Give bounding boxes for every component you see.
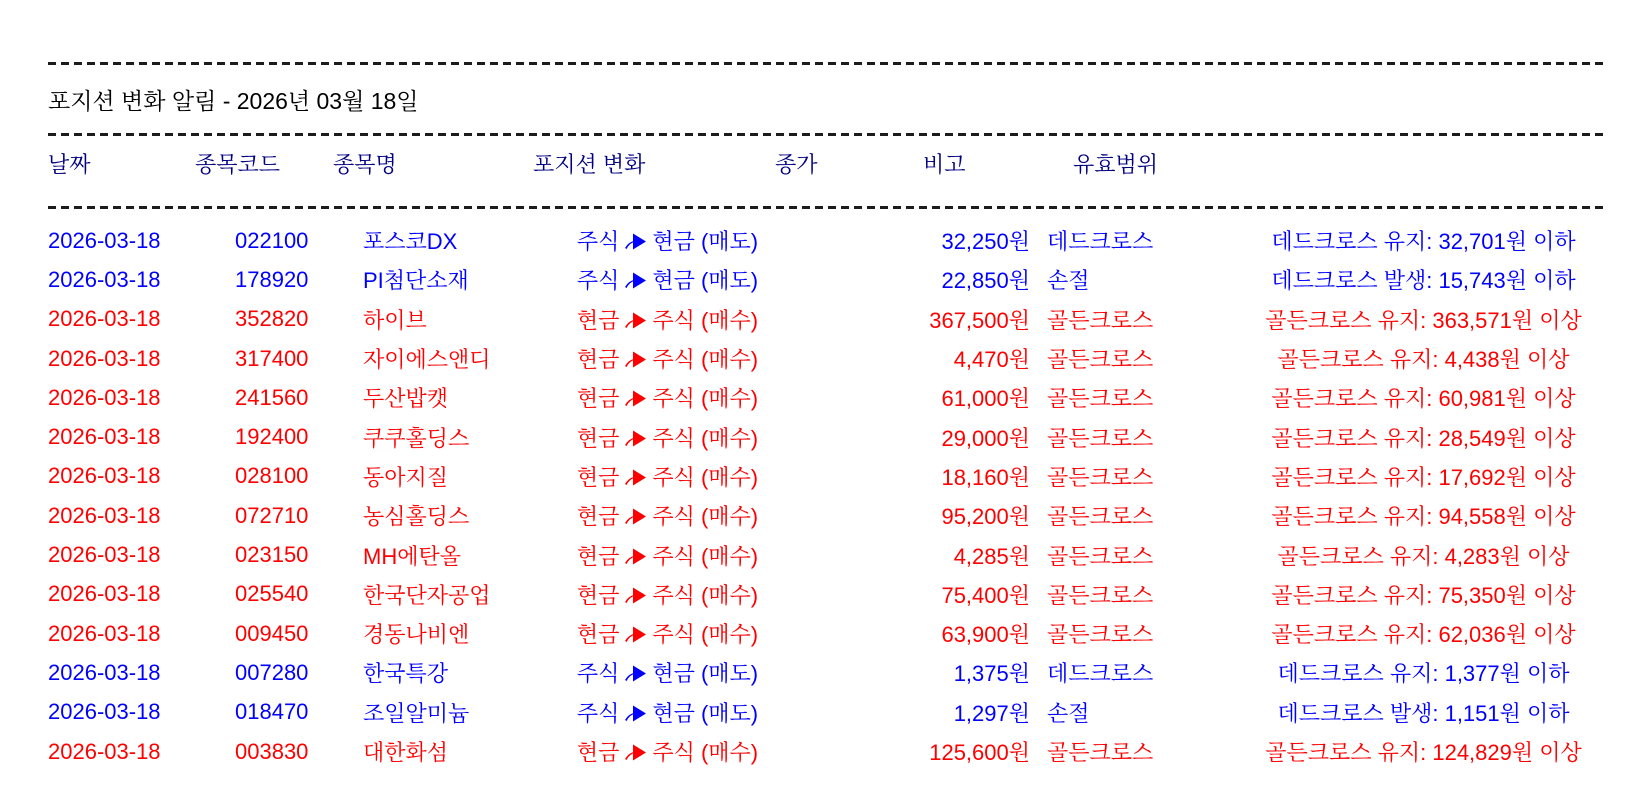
table-row [0,693,1640,732]
stock-name-cell: 자이에스앤디 [363,347,491,373]
arrow-right-icon [624,664,647,683]
closing-price-cell: 367,500원 [929,307,1030,333]
closing-price-cell: 4,470원 [953,347,1030,373]
table-row [0,260,1640,299]
date-cell: 2026-03-18 [48,424,161,450]
date-cell: 2026-03-18 [48,659,161,685]
position-change-cell [545,736,790,767]
position-change-cell [545,697,790,728]
valid-range-cell: 골든크로스 유지: 28,549원 이상 [1271,425,1576,451]
arrow-right-icon [624,743,647,762]
closing-price-cell: 32,250원 [941,229,1030,255]
closing-price-cell: 61,000원 [941,386,1030,412]
stock-code-cell: 009450 [235,620,309,646]
position-from-label: 현금 [576,582,620,608]
position-change-cell [545,225,790,256]
position-change-cell [545,579,790,610]
date-cell: 2026-03-18 [48,227,161,253]
divider-under-title [48,133,1604,136]
date-cell: 2026-03-18 [48,620,161,646]
closing-price-cell: 22,850원 [941,268,1030,294]
stock-name-cell: MH에탄올 [363,543,461,569]
position-change-cell [545,657,790,688]
stock-name-cell: 농심홀딩스 [363,504,470,530]
note-cell: 골든크로스 [1047,464,1154,490]
table-row [0,378,1640,417]
valid-range-cell: 골든크로스 유지: 363,571원 이상 [1265,307,1582,333]
note-cell: 골든크로스 [1047,740,1154,765]
stock-code-cell: 022100 [235,227,309,253]
position-from-label: 현금 [576,307,620,333]
stock-name-cell: 경동나비엔 [363,622,470,648]
position-change-cell [545,304,790,335]
arrow-right-icon [624,507,647,526]
column-header-position: 포지션 변화 [533,152,646,177]
note-cell: 골든크로스 [1047,425,1154,451]
note-cell: 골든크로스 [1047,543,1154,569]
position-change-cell [545,264,790,295]
note-cell: 데드크로스 [1047,661,1154,687]
closing-price-cell: 18,160원 [941,464,1030,490]
table-row [0,575,1640,614]
table-row [0,496,1640,535]
position-change-cell [545,382,790,413]
valid-range-cell: 골든크로스 유지: 62,036원 이상 [1271,622,1576,648]
date-cell: 2026-03-18 [48,542,161,568]
closing-price-cell: 125,600원 [929,740,1030,765]
position-change-cell [545,500,790,531]
column-header-note: 비고 [923,152,966,177]
page-title: 포지션 변화 알림 - 2026년 03월 18일 [48,88,419,114]
note-cell: 손절 [1047,700,1090,726]
note-cell: 골든크로스 [1047,386,1154,412]
arrow-right-icon [624,232,647,251]
position-from-label: 현금 [576,425,620,451]
table-body [0,221,1640,771]
position-to-label: 주식 (매수) [652,386,759,412]
arrow-right-icon [624,468,647,487]
note-cell: 골든크로스 [1047,347,1154,373]
table-row [0,614,1640,653]
stock-code-cell: 028100 [235,463,309,489]
position-to-label: 주식 (매수) [652,504,759,530]
closing-price-cell: 95,200원 [941,504,1030,530]
column-header-close: 종가 [775,152,818,177]
stock-name-cell: 한국단자공업 [363,582,491,608]
stock-code-cell: 178920 [235,266,309,292]
valid-range-cell: 골든크로스 유지: 4,438원 이상 [1277,347,1570,373]
table-row [0,457,1640,496]
stock-code-cell: 241560 [235,384,309,410]
date-cell: 2026-03-18 [48,581,161,607]
position-change-cell [545,540,790,571]
position-to-label: 주식 (매수) [652,425,759,451]
position-from-label: 현금 [576,740,620,765]
closing-price-cell: 75,400원 [941,582,1030,608]
position-to-label: 현금 (매도) [652,268,759,294]
table-row [0,221,1640,260]
stock-name-cell: 하이브 [363,307,427,333]
arrow-right-icon [624,586,647,605]
valid-range-cell: 골든크로스 유지: 17,692원 이상 [1271,464,1576,490]
date-cell: 2026-03-18 [48,266,161,292]
position-from-label: 주식 [576,268,620,294]
date-cell: 2026-03-18 [48,738,161,764]
table-row [0,535,1640,574]
column-header-range: 유효범위 [1073,152,1159,177]
stock-name-cell: 조일알미늄 [363,700,470,726]
closing-price-cell: 1,297원 [953,700,1030,726]
note-cell: 손절 [1047,268,1090,294]
column-header-date: 날짜 [48,152,91,177]
position-from-label: 주식 [576,229,620,255]
arrow-right-icon [624,311,647,330]
stock-code-cell: 018470 [235,699,309,725]
stock-code-cell: 003830 [235,738,309,764]
arrow-right-icon [624,625,647,644]
position-change-cell [545,618,790,649]
valid-range-cell: 골든크로스 유지: 4,283원 이상 [1277,543,1570,569]
stock-name-cell: 동아지질 [363,464,449,490]
date-cell: 2026-03-18 [48,306,161,332]
stock-code-cell: 192400 [235,424,309,450]
closing-price-cell: 63,900원 [941,622,1030,648]
table-row [0,653,1640,692]
note-cell: 골든크로스 [1047,307,1154,333]
stock-name-cell: 한국특강 [363,661,449,687]
position-from-label: 현금 [576,347,620,373]
position-to-label: 주식 (매수) [652,347,759,373]
date-cell: 2026-03-18 [48,463,161,489]
position-to-label: 주식 (매수) [652,543,759,569]
table-row [0,732,1640,771]
table-row [0,417,1640,456]
date-cell: 2026-03-18 [48,384,161,410]
position-to-label: 주식 (매수) [652,740,759,765]
arrow-right-icon [624,547,647,566]
stock-code-cell: 072710 [235,502,309,528]
table-row [0,339,1640,378]
stock-name-cell: 대한화섬 [363,740,449,765]
position-to-label: 주식 (매수) [652,582,759,608]
divider-top [48,62,1604,65]
divider-under-header [48,206,1604,209]
closing-price-cell: 29,000원 [941,425,1030,451]
arrow-right-icon [624,271,647,290]
position-from-label: 주식 [576,661,620,687]
stock-code-cell: 352820 [235,306,309,332]
closing-price-cell: 1,375원 [953,661,1030,687]
valid-range-cell: 데드크로스 유지: 1,377원 이하 [1277,661,1570,687]
position-from-label: 현금 [576,386,620,412]
date-cell: 2026-03-18 [48,699,161,725]
position-to-label: 주식 (매수) [652,307,759,333]
date-cell: 2026-03-18 [48,345,161,371]
valid-range-cell: 골든크로스 유지: 60,981원 이상 [1271,386,1576,412]
position-to-label: 주식 (매수) [652,622,759,648]
valid-range-cell: 골든크로스 유지: 94,558원 이상 [1271,504,1576,530]
stock-name-cell: 두산밥캣 [363,386,449,412]
note-cell: 골든크로스 [1047,582,1154,608]
position-to-label: 현금 (매도) [652,661,759,687]
column-header-name: 종목명 [333,152,397,177]
arrow-right-icon [624,429,647,448]
table-header-row [0,148,1640,177]
valid-range-cell: 골든크로스 유지: 124,829원 이상 [1265,740,1582,765]
position-change-cell [545,422,790,453]
stock-name-cell: PI첨단소재 [363,268,469,294]
note-cell: 데드크로스 [1047,229,1154,255]
position-change-cell [545,343,790,374]
position-to-label: 현금 (매도) [652,700,759,726]
valid-range-cell: 골든크로스 유지: 75,350원 이상 [1271,582,1576,608]
position-from-label: 현금 [576,464,620,490]
arrow-right-icon [624,389,647,408]
valid-range-cell: 데드크로스 발생: 1,151원 이하 [1277,700,1570,726]
stock-code-cell: 025540 [235,581,309,607]
stock-code-cell: 317400 [235,345,309,371]
position-change-cell [545,461,790,492]
stock-name-cell: 포스코DX [363,229,458,255]
valid-range-cell: 데드크로스 발생: 15,743원 이하 [1271,268,1576,294]
date-cell: 2026-03-18 [48,502,161,528]
arrow-right-icon [624,704,647,723]
position-to-label: 현금 (매도) [652,229,759,255]
position-to-label: 주식 (매수) [652,464,759,490]
table-row [0,300,1640,339]
stock-code-cell: 007280 [235,659,309,685]
arrow-right-icon [624,350,647,369]
position-from-label: 현금 [576,543,620,569]
note-cell: 골든크로스 [1047,504,1154,530]
column-header-code: 종목코드 [195,152,281,177]
position-from-label: 현금 [576,504,620,530]
note-cell: 골든크로스 [1047,622,1154,648]
valid-range-cell: 데드크로스 유지: 32,701원 이하 [1271,229,1576,255]
stock-name-cell: 쿠쿠홀딩스 [363,425,470,451]
position-from-label: 주식 [576,700,620,726]
position-from-label: 현금 [576,622,620,648]
stock-code-cell: 023150 [235,542,309,568]
closing-price-cell: 4,285원 [953,543,1030,569]
